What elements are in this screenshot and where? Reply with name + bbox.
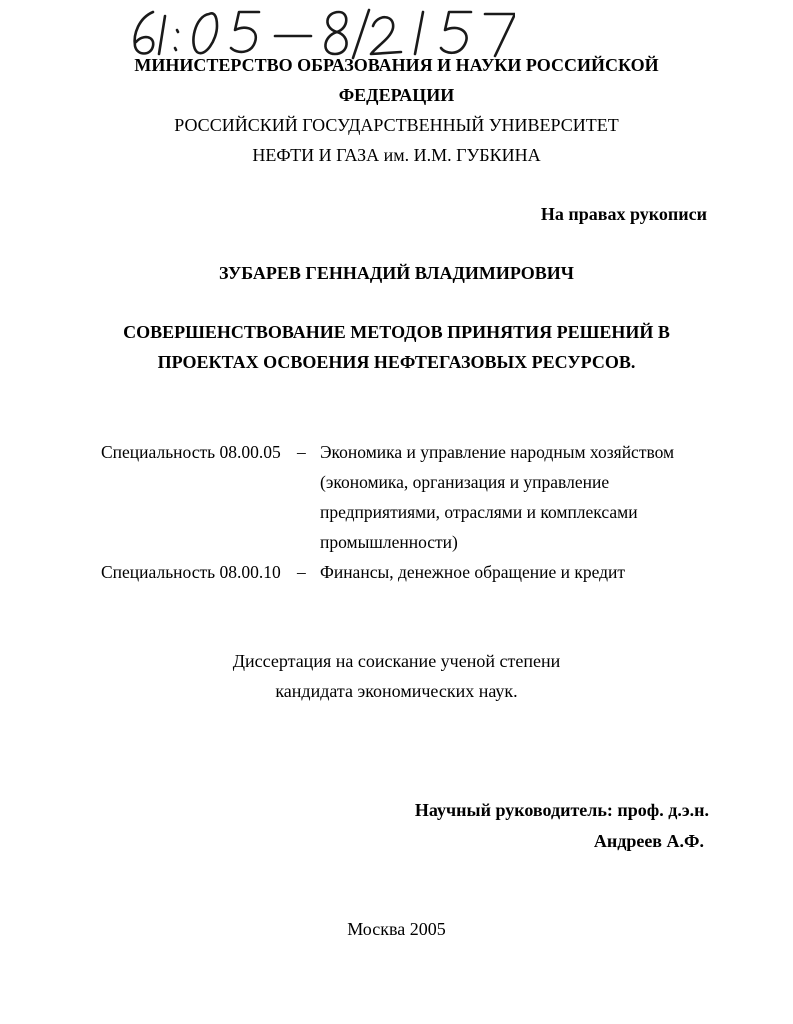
ministry-line: МИНИСТЕРСТВО ОБРАЗОВАНИЯ И НАУКИ РОССИЙСКОЙ xyxy=(134,55,659,75)
specialty-text: Экономика и управление народным хозяйством xyxy=(320,442,675,462)
specialty-label: Специальность 08.00.10 xyxy=(101,562,281,582)
dissertation-title-line-1: СОВЕРШЕНСТВОВАНИЕ МЕТОДОВ ПРИНЯТИЯ РЕШЕНИЙ В xyxy=(123,322,670,342)
handwritten-archive-number xyxy=(125,4,515,60)
rights-note: На правах рукописи xyxy=(540,204,707,224)
specialty-dash: – xyxy=(297,442,306,462)
city-year: Москва 2005 xyxy=(347,919,446,939)
specialty-text: промышленности) xyxy=(320,532,458,552)
specialty-text: (экономика, организация и управление xyxy=(320,472,610,492)
dissertation-title-line-2: ПРОЕКТАХ ОСВОЕНИЯ НЕФТЕГАЗОВЫХ РЕСУРСОВ. xyxy=(157,352,636,372)
specialty-dash: – xyxy=(297,562,306,582)
dissertation-degree-line-2: кандидата экономических наук. xyxy=(275,681,518,701)
supervisor-name: Андреев А.Ф. xyxy=(593,831,704,851)
supervisor-title: Научный руководитель: проф. д.э.н. xyxy=(414,800,709,820)
handwritten-number-drawing xyxy=(125,4,515,60)
author-name: ЗУБАРЕВ ГЕННАДИЙ ВЛАДИМИРОВИЧ xyxy=(219,263,574,283)
specialty-label: Специальность 08.00.05 xyxy=(101,442,281,462)
university-line-2: НЕФТИ И ГАЗА им. И.М. ГУБКИНА xyxy=(252,145,541,165)
dissertation-degree-line-1: Диссертация на соискание ученой степени xyxy=(232,651,561,671)
specialty-text: предприятиями, отраслями и комплексами xyxy=(320,502,638,522)
ministry-line-2: ФЕДЕРАЦИИ xyxy=(338,85,455,105)
specialty-text: Финансы, денежное обращение и кредит xyxy=(320,562,626,582)
university-line: РОССИЙСКИЙ ГОСУДАРСТВЕННЫЙ УНИВЕРСИТЕТ xyxy=(174,115,619,135)
